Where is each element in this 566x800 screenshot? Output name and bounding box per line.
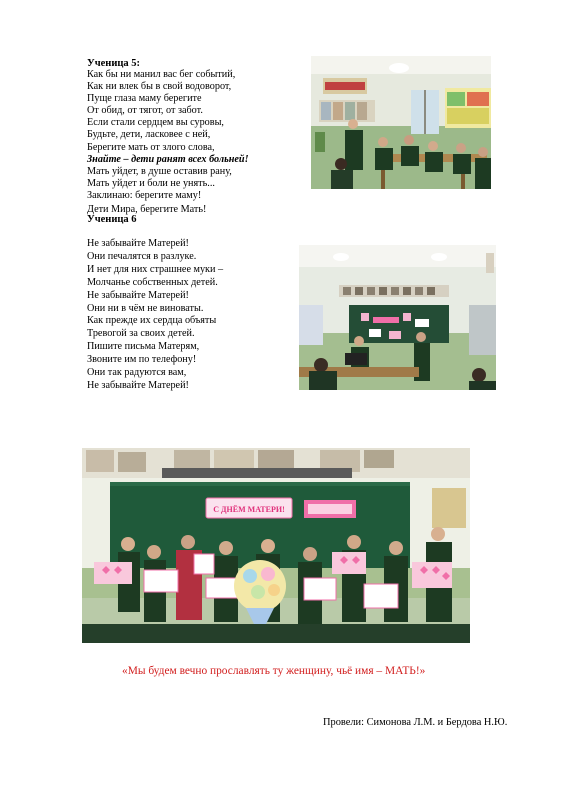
photo-classroom-presentation bbox=[299, 245, 496, 390]
poem-line: Мать уйдет, в душе оставив рану, bbox=[87, 165, 232, 177]
poem-line: Не забывайте Матерей! bbox=[87, 379, 189, 391]
banner-text: С ДНЁМ МАТЕРИ! bbox=[213, 505, 285, 514]
section1-poem bbox=[87, 69, 249, 216]
poem-line: Как ни влек бы в свой водоворот, bbox=[87, 81, 232, 93]
poem-line: Не забывайте Матерей! bbox=[87, 238, 189, 249]
poem-line: Они ни в чём не виноваты. bbox=[87, 302, 204, 314]
poem-line: Пишите письма Матерям, bbox=[87, 341, 200, 353]
poem-line: От обид, от тягот, от забот. bbox=[87, 105, 203, 117]
poem-line: Они печалятся в разлуке. bbox=[87, 250, 197, 262]
poem-line: Мать уйдет и боли не унять... bbox=[87, 177, 215, 189]
poem-line: Заклинаю: берегите маму! bbox=[87, 189, 202, 201]
poem-emphasis-line: Знайте – дети ранят всех больней! bbox=[87, 153, 249, 165]
poem-line: Звоните им по телефону! bbox=[87, 354, 197, 366]
poem-line: Будьте, дети, ласковее с ней, bbox=[87, 129, 211, 141]
section1-heading: Ученица 5: bbox=[87, 58, 141, 69]
credits-line: Провели: Симонова Л.М. и Бердова Н.Ю. bbox=[323, 717, 508, 728]
photo-group-mothers-day bbox=[82, 448, 470, 643]
poem-line: И нет для них страшнее муки – bbox=[87, 263, 224, 275]
poem-line: Дети Мира, берегите Мать! bbox=[87, 204, 207, 216]
section2-heading: Ученица 6 bbox=[87, 214, 137, 225]
poem-line: Не забывайте Матерей! bbox=[87, 289, 189, 301]
poem-line: Они так радуются вам, bbox=[87, 367, 187, 379]
poem-line: Тревогой за своих детей. bbox=[87, 328, 195, 340]
poem-line: Как бы ни манил вас бег событий, bbox=[87, 69, 236, 80]
poem-line: Если стали сердцем вы суровы, bbox=[87, 117, 224, 129]
closing-quote: «Мы будем вечно прославлять ту женщину, чьё имя – МАТЬ!» bbox=[122, 665, 426, 677]
photo-classroom-desks bbox=[311, 56, 491, 189]
poem-line: Как прежде их сердца объяты bbox=[87, 315, 217, 327]
poem-line: Берегите мать от злого слова, bbox=[87, 141, 215, 153]
poem-line: Пуще глаза маму берегите bbox=[87, 93, 202, 105]
section2-poem bbox=[87, 238, 223, 393]
poem-line: Молчанье собственных детей. bbox=[87, 276, 218, 288]
